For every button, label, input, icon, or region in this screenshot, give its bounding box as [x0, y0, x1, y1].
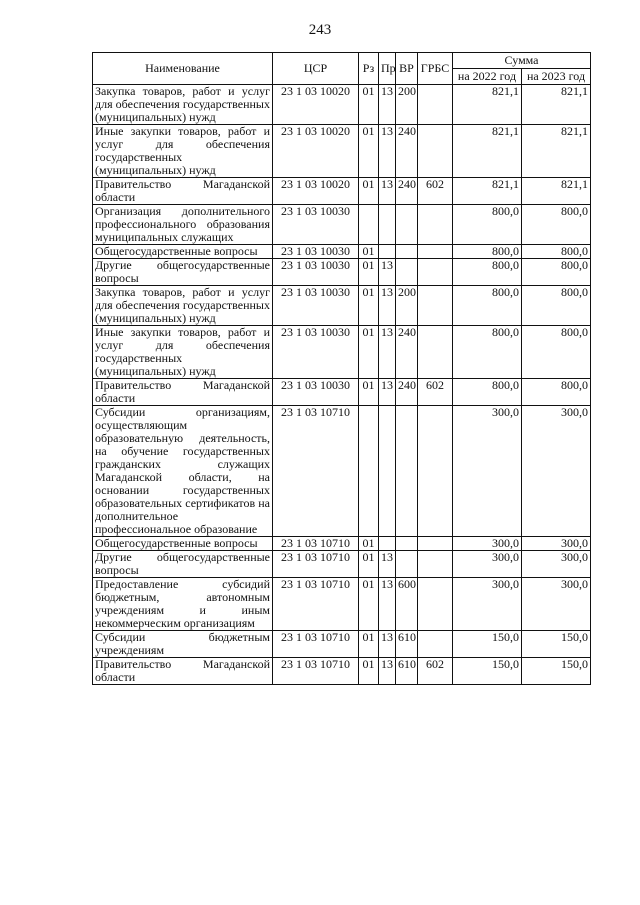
cell-pr: 13	[379, 578, 396, 631]
table-body	[93, 85, 591, 685]
cell-rz: 01	[359, 326, 379, 379]
cell-grbs	[418, 537, 453, 551]
cell-csr: 23 1 03 10710	[273, 578, 359, 631]
cell-name: Правительство Магаданской области	[93, 178, 273, 205]
cell-sum-2022: 800,0	[453, 326, 522, 379]
cell-sum-2022: 800,0	[453, 245, 522, 259]
cell-vr	[396, 245, 418, 259]
table-row	[93, 379, 591, 406]
cell-grbs	[418, 259, 453, 286]
cell-csr: 23 1 03 10710	[273, 631, 359, 658]
cell-vr: 610	[396, 631, 418, 658]
cell-sum-2022: 300,0	[453, 537, 522, 551]
cell-csr: 23 1 03 10020	[273, 85, 359, 125]
cell-rz: 01	[359, 286, 379, 326]
cell-sum-2022: 800,0	[453, 205, 522, 245]
cell-csr: 23 1 03 10030	[273, 259, 359, 286]
cell-vr	[396, 551, 418, 578]
cell-pr: 13	[379, 259, 396, 286]
table-row	[93, 125, 591, 178]
cell-rz	[359, 406, 379, 537]
table-row	[93, 406, 591, 537]
cell-name: Иные закупки товаров, работ и услуг для обеспечения государственных (муниципальных) нужд	[93, 326, 273, 379]
cell-name: Субсидии бюджетным учреждениям	[93, 631, 273, 658]
cell-csr: 23 1 03 10710	[273, 537, 359, 551]
cell-grbs: 602	[418, 379, 453, 406]
cell-name: Закупка товаров, работ и услуг для обеспечения государственных (муниципальных) нужд	[93, 286, 273, 326]
cell-sum-2023: 800,0	[522, 326, 591, 379]
table-row	[93, 205, 591, 245]
cell-vr	[396, 205, 418, 245]
cell-sum-2022: 150,0	[453, 658, 522, 685]
cell-csr: 23 1 03 10030	[273, 205, 359, 245]
cell-pr: 13	[379, 178, 396, 205]
cell-vr	[396, 537, 418, 551]
budget-table	[92, 52, 591, 685]
cell-rz: 01	[359, 125, 379, 178]
table-row	[93, 658, 591, 685]
table-row	[93, 178, 591, 205]
table-row	[93, 537, 591, 551]
cell-sum-2023: 150,0	[522, 631, 591, 658]
cell-name: Правительство Магаданской области	[93, 658, 273, 685]
cell-vr: 240	[396, 125, 418, 178]
cell-pr: 13	[379, 85, 396, 125]
cell-pr: 13	[379, 326, 396, 379]
cell-csr: 23 1 03 10030	[273, 286, 359, 326]
header-name: Наименование	[93, 53, 273, 85]
cell-grbs	[418, 205, 453, 245]
header-grbs: ГРБС	[418, 53, 453, 85]
cell-name: Общегосударственные вопросы	[93, 245, 273, 259]
cell-sum-2022: 300,0	[453, 578, 522, 631]
cell-sum-2023: 800,0	[522, 286, 591, 326]
cell-vr: 240	[396, 178, 418, 205]
cell-pr: 13	[379, 658, 396, 685]
cell-rz: 01	[359, 178, 379, 205]
cell-csr: 23 1 03 10710	[273, 406, 359, 537]
cell-csr: 23 1 03 10710	[273, 551, 359, 578]
cell-sum-2023: 300,0	[522, 406, 591, 537]
cell-grbs	[418, 578, 453, 631]
cell-sum-2022: 300,0	[453, 406, 522, 537]
cell-sum-2022: 800,0	[453, 286, 522, 326]
cell-sum-2022: 800,0	[453, 259, 522, 286]
cell-csr: 23 1 03 10020	[273, 178, 359, 205]
cell-name: Правительство Магаданской области	[93, 379, 273, 406]
cell-sum-2022: 821,1	[453, 85, 522, 125]
cell-sum-2023: 821,1	[522, 178, 591, 205]
cell-grbs	[418, 406, 453, 537]
cell-csr: 23 1 03 10030	[273, 379, 359, 406]
cell-grbs	[418, 245, 453, 259]
cell-grbs	[418, 551, 453, 578]
cell-name: Предоставление субсидий бюджетным, автономным учреждениям и иным некоммерческим организациям	[93, 578, 273, 631]
cell-grbs	[418, 631, 453, 658]
cell-rz: 01	[359, 245, 379, 259]
cell-csr: 23 1 03 10030	[273, 326, 359, 379]
cell-vr	[396, 259, 418, 286]
header-sum: Сумма	[453, 53, 591, 69]
table-header-row	[93, 53, 591, 69]
cell-sum-2022: 300,0	[453, 551, 522, 578]
header-sum-2023: на 2023 год	[522, 69, 591, 85]
cell-pr: 13	[379, 125, 396, 178]
cell-sum-2022: 150,0	[453, 631, 522, 658]
cell-name: Другие общегосударственные вопросы	[93, 259, 273, 286]
cell-rz: 01	[359, 379, 379, 406]
cell-csr: 23 1 03 10030	[273, 245, 359, 259]
cell-sum-2023: 821,1	[522, 85, 591, 125]
cell-csr: 23 1 03 10710	[273, 658, 359, 685]
table-row	[93, 631, 591, 658]
cell-sum-2023: 800,0	[522, 259, 591, 286]
cell-rz: 01	[359, 537, 379, 551]
cell-sum-2022: 821,1	[453, 125, 522, 178]
cell-vr: 200	[396, 85, 418, 125]
cell-rz: 01	[359, 658, 379, 685]
cell-vr: 240	[396, 379, 418, 406]
cell-name: Другие общегосударственные вопросы	[93, 551, 273, 578]
cell-vr	[396, 406, 418, 537]
cell-grbs: 602	[418, 658, 453, 685]
header-csr: ЦСР	[273, 53, 359, 85]
cell-sum-2023: 800,0	[522, 245, 591, 259]
cell-rz: 01	[359, 578, 379, 631]
cell-pr	[379, 205, 396, 245]
cell-pr: 13	[379, 631, 396, 658]
header-pr: Пр	[379, 53, 396, 85]
table-row	[93, 578, 591, 631]
cell-sum-2023: 300,0	[522, 537, 591, 551]
table-row	[93, 286, 591, 326]
table-row	[93, 85, 591, 125]
cell-name: Организация дополнительного профессионального образования муниципальных служащих	[93, 205, 273, 245]
cell-grbs	[418, 125, 453, 178]
cell-grbs	[418, 85, 453, 125]
cell-name: Закупка товаров, работ и услуг для обеспечения государственных (муниципальных) нужд	[93, 85, 273, 125]
cell-pr: 13	[379, 379, 396, 406]
cell-pr	[379, 537, 396, 551]
cell-name: Субсидии организациям, осуществляющим образовательную деятельность, на обучение государственных гражданских служащих Магаданской области, на основании государственных образовательных сертификатов на дополнительное профессиональное образование	[93, 406, 273, 537]
cell-sum-2023: 300,0	[522, 578, 591, 631]
cell-sum-2023: 800,0	[522, 379, 591, 406]
cell-sum-2023: 300,0	[522, 551, 591, 578]
page-number: 243	[308, 22, 332, 38]
cell-sum-2023: 150,0	[522, 658, 591, 685]
cell-pr	[379, 245, 396, 259]
cell-sum-2023: 800,0	[522, 205, 591, 245]
cell-pr: 13	[379, 286, 396, 326]
table-row	[93, 259, 591, 286]
cell-rz: 01	[359, 551, 379, 578]
table-row	[93, 245, 591, 259]
cell-rz: 01	[359, 631, 379, 658]
cell-grbs	[418, 326, 453, 379]
cell-vr: 200	[396, 286, 418, 326]
cell-vr: 240	[396, 326, 418, 379]
header-vr: ВР	[396, 53, 418, 85]
cell-sum-2022: 800,0	[453, 379, 522, 406]
cell-grbs: 602	[418, 178, 453, 205]
cell-rz: 01	[359, 259, 379, 286]
cell-sum-2022: 821,1	[453, 178, 522, 205]
header-sum-2022: на 2022 год	[453, 69, 522, 85]
cell-name: Общегосударственные вопросы	[93, 537, 273, 551]
cell-grbs	[418, 286, 453, 326]
cell-name: Иные закупки товаров, работ и услуг для обеспечения государственных (муниципальных) нужд	[93, 125, 273, 178]
cell-sum-2023: 821,1	[522, 125, 591, 178]
table-row	[93, 326, 591, 379]
header-rz: Рз	[359, 53, 379, 85]
cell-rz	[359, 205, 379, 245]
cell-rz: 01	[359, 85, 379, 125]
table-row	[93, 551, 591, 578]
cell-vr: 610	[396, 658, 418, 685]
cell-vr: 600	[396, 578, 418, 631]
cell-pr	[379, 406, 396, 537]
cell-csr: 23 1 03 10020	[273, 125, 359, 178]
cell-pr: 13	[379, 551, 396, 578]
